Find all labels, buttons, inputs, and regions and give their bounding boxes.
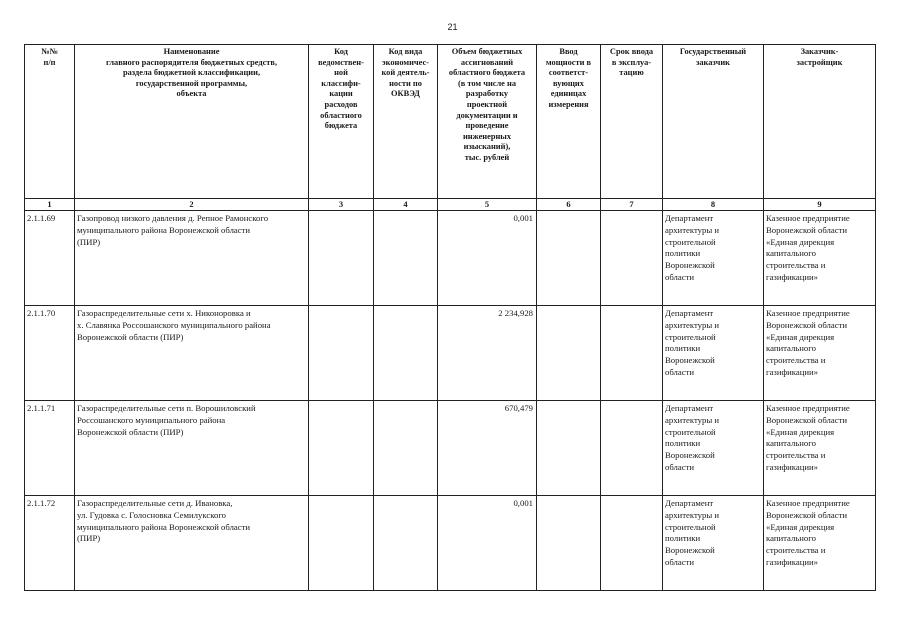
object-name: Газораспределительные сети х. Никоноровка и х. Славянка Россошанского муниципального района Воронежской области (ПИР) — [75, 306, 309, 401]
budget-volume: 670,479 — [438, 401, 537, 496]
header-okved-code: Код вида экономичес- кой деятель- ности по ОКВЭД — [374, 45, 438, 199]
header-budget-volume: Объем бюджетных ассигнований областного бюджета (в том числе на разработку проектной документации и проведение инженерных изысканий), тыс. рублей — [438, 45, 537, 199]
column-number-row — [25, 199, 876, 211]
header-developer: Заказчик- застройщик — [764, 45, 876, 199]
investment-table — [24, 44, 876, 591]
header-dept-code: Код ведомствен- ной классифи- кации расходов областного бюджета — [309, 45, 374, 199]
commission-term — [601, 211, 663, 306]
capacity — [537, 211, 601, 306]
object-name: Газопровод низкого давления д. Репное Рамонского муниципального района Воронежской области (ПИР) — [75, 211, 309, 306]
table-row — [25, 401, 876, 496]
table-row — [25, 306, 876, 401]
capacity — [537, 306, 601, 401]
row-number: 2.1.1.69 — [25, 211, 75, 306]
developer: Казенное предприятие Воронежской области «Единая дирекция капитального строительства и газификации» — [764, 496, 876, 591]
header-capacity: Ввод мощности в соответст- вующих единицах измерения — [537, 45, 601, 199]
header-state-customer: Государственный заказчик — [663, 45, 764, 199]
header-row — [25, 45, 876, 199]
header-commission-term: Срок ввода в эксплуа- тацию — [601, 45, 663, 199]
header-object-name: Наименование главного распорядителя бюджетных средств, раздела бюджетной классификации, государственной программы, объекта — [75, 45, 309, 199]
commission-term — [601, 496, 663, 591]
row-number: 2.1.1.71 — [25, 401, 75, 496]
state-customer: Департамент архитектуры и строительной политики Воронежской области — [663, 211, 764, 306]
dept-code — [309, 211, 374, 306]
okved-code — [374, 401, 438, 496]
okved-code — [374, 496, 438, 591]
developer: Казенное предприятие Воронежской области «Единая дирекция капитального строительства и газификации» — [764, 211, 876, 306]
row-number: 2.1.1.72 — [25, 496, 75, 591]
dept-code — [309, 496, 374, 591]
table-row — [25, 211, 876, 306]
okved-code — [374, 211, 438, 306]
column-number: 2 — [75, 199, 309, 211]
developer: Казенное предприятие Воронежской области «Единая дирекция капитального строительства и газификации» — [764, 401, 876, 496]
row-number: 2.1.1.70 — [25, 306, 75, 401]
column-number: 9 — [764, 199, 876, 211]
budget-volume: 0,001 — [438, 496, 537, 591]
commission-term — [601, 401, 663, 496]
object-name: Газораспределительные сети д. Ивановка, ул. Гудовка с. Голосновка Семилукского муниципального района Воронежской области (ПИР) — [75, 496, 309, 591]
state-customer: Департамент архитектуры и строительной политики Воронежской области — [663, 306, 764, 401]
column-number: 8 — [663, 199, 764, 211]
object-name: Газораспределительные сети п. Ворошиловский Россошанского муниципального района Воронежской области (ПИР) — [75, 401, 309, 496]
budget-volume: 2 234,928 — [438, 306, 537, 401]
column-number: 4 — [374, 199, 438, 211]
page-number: 21 — [447, 22, 458, 32]
column-number: 1 — [25, 199, 75, 211]
dept-code — [309, 306, 374, 401]
column-number: 5 — [438, 199, 537, 211]
column-number: 6 — [537, 199, 601, 211]
column-number: 7 — [601, 199, 663, 211]
header-row-number: №№ п/п — [25, 45, 75, 199]
capacity — [537, 401, 601, 496]
table-row — [25, 496, 876, 591]
state-customer: Департамент архитектуры и строительной политики Воронежской области — [663, 401, 764, 496]
okved-code — [374, 306, 438, 401]
dept-code — [309, 401, 374, 496]
budget-volume: 0,001 — [438, 211, 537, 306]
capacity — [537, 496, 601, 591]
developer: Казенное предприятие Воронежской области «Единая дирекция капитального строительства и газификации» — [764, 306, 876, 401]
state-customer: Департамент архитектуры и строительной политики Воронежской области — [663, 496, 764, 591]
column-number: 3 — [309, 199, 374, 211]
commission-term — [601, 306, 663, 401]
